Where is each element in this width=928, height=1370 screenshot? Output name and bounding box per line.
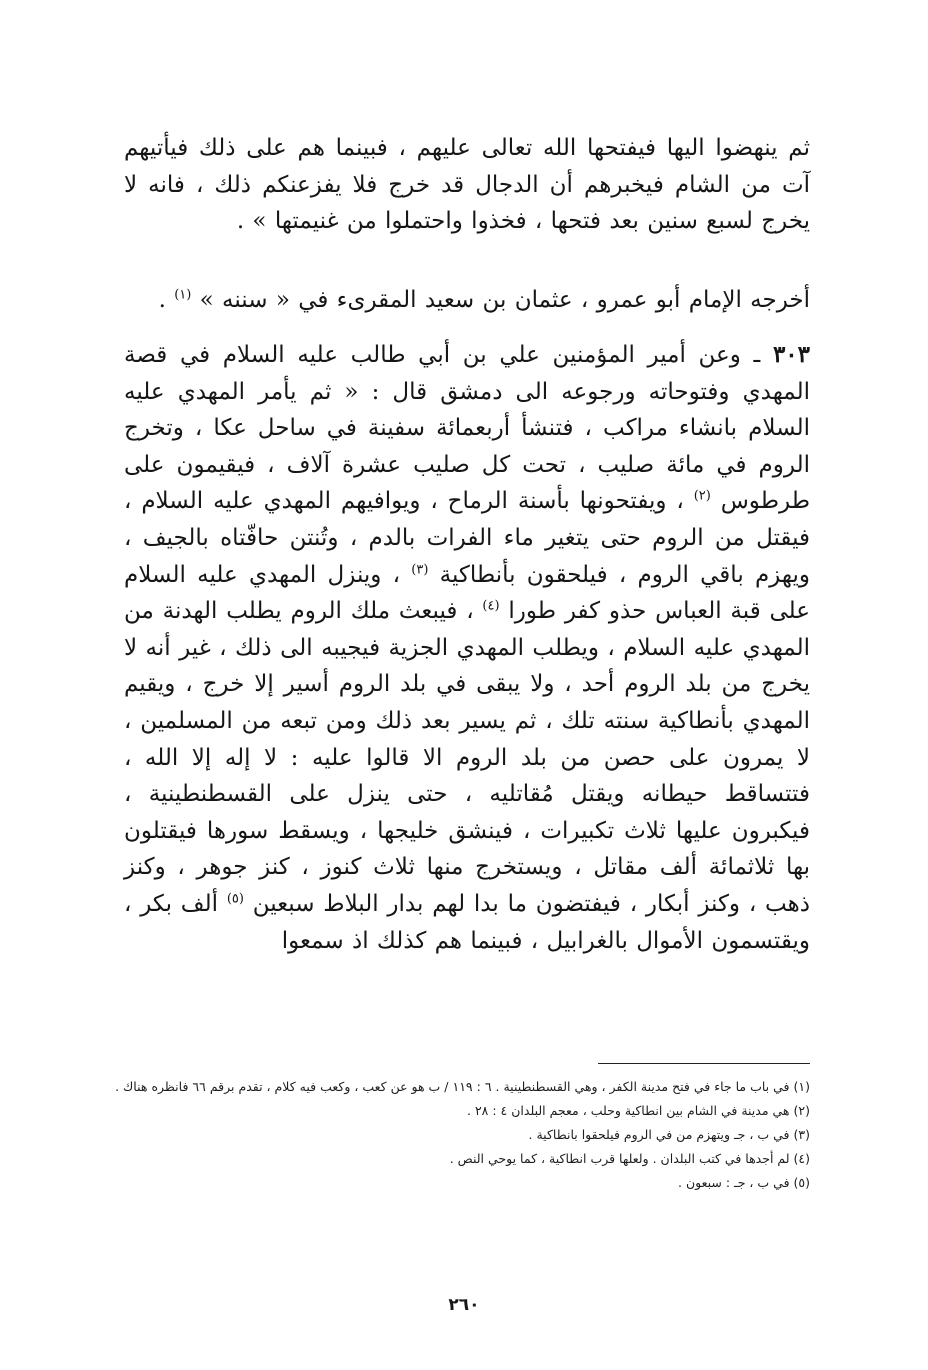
- footnote-3: (٣) في ب ، جـ ويتهزم من في الروم فيلحقوا بانطاكية .: [528, 1127, 810, 1142]
- hadith-text-a: ـ وعن أمير المؤمنين علي بن أبي طالب عليه السلام في قصة المهدي وفتوحاته ورجوعه الى دمشق قال : « ثم يأمر المهدي عليه السلام بانشاء مراكب ، فتنشأ أربعمائة سفينة في ساحل عكا ، وتخرج الروم في مائة صليب ، تحت كل صليب عشرة آلاف ، فيقيمون على طرطوس: [124, 342, 810, 515]
- paragraph-hadith-303: [124, 337, 810, 959]
- source-text: أخرجه الإمام أبو عمرو ، عثمان بن سعيد المقرىء في « سننه »: [199, 287, 810, 313]
- footnotes-list: [108, 1075, 810, 1195]
- footnote-divider: [598, 1063, 810, 1064]
- footnote-5: (٥) في ب ، جـ : سبعون .: [678, 1175, 810, 1190]
- footnote-2: (٢) هي مدينة في الشام بين انطاكية وحلب ، معجم البلدان ٤ : ٢٨ .: [466, 1103, 810, 1118]
- page-number: ٢٦٠: [448, 1295, 480, 1315]
- paragraph-source: [124, 282, 810, 319]
- footnote-ref-2: (٢): [693, 488, 711, 504]
- hadith-text-e: ألف بكر ، ويقتسمون الأموال بالغرابيل ، فبينما هم كذلك اذ سمعوا: [124, 890, 810, 954]
- hadith-text-b: ، ويفتحونها بأسنة الرماح ، ويوافيهم المهدي عليه السلام ، فيقتل من الروم حتى يتغير ماء الفرات بالدم ، وتُنتن حافّتاه بالجيف ، ويهزم باقي الروم ، فيلحقون بأنطاكية: [124, 488, 810, 588]
- footnote-ref-1: (١): [174, 287, 192, 303]
- footnote-4: (٤) لم أجدها في كتب البلدان . ولعلها قرب انطاكية ، كما يوحي النص .: [449, 1151, 810, 1166]
- paragraph-continuation: [124, 130, 810, 240]
- footnote-ref-4: (٤): [482, 598, 500, 614]
- footnote-ref-3: (٣): [411, 561, 429, 577]
- hadith-text-c: ، وينزل المهدي عليه السلام على قبة العباس حذو كفر طورا: [124, 561, 810, 625]
- footnote-ref-5: (٥): [226, 891, 244, 907]
- hadith-text-d: ، فيبعث ملك الروم يطلب الهدنة من المهدي عليه السلام ، ويطلب المهدي الجزية فيجيبه الى ذلك ، غير أنه لا يخرج من بلد الروم أحد ، ولا يبقى في بلد الروم أسير إلا خرج ، ويقيم المهدي بأنطاكية سنته تلك ، ثم يسير بعد ذلك ومن تبعه من المسلمين ، لا يمرون على حصن من بلد الروم الا قالوا عليه : لا إله إلا الله ، فتتساقط حيطانه ويقتل مُقاتليه ، حتى ينزل على القسطنطينية ، فيكبرون عليها ثلاث تكبيرات ، فينشق خليجها ، ويسقط سورها فيقتلون بها ثلاثمائة ألف مقاتل ، ويستخرج منها ثلاث كنوز ، كنز جوهر ، وكنز ذهب ، وكنز أبكار ، فيفتضون ما بدا لهم بدار البلاط سبعين: [124, 598, 811, 917]
- source-end: .: [158, 287, 175, 313]
- footnote-1: (١) في باب ما جاء في فتح مدينة الكفر ، وهي القسطنطينية . ٦ : ١١٩ / ب هو عن كعب ، وكعب فيه كلام ، تقدم برقم ٦٦ فانظره هناك .: [115, 1079, 810, 1094]
- hadith-number: ٣٠٣: [772, 341, 810, 368]
- paragraph-text: ثم ينهضوا اليها فيفتحها الله تعالى عليهم ، فبينما هم على ذلك فيأتيهم آت من الشام فيخبرهم أن الدجال قد خرج فلا يفزعنكم ذلك ، فانه لا يخرج لسبع سنين بعد فتحها ، فخذوا واحتملوا من غنيمتها » .: [124, 135, 810, 235]
